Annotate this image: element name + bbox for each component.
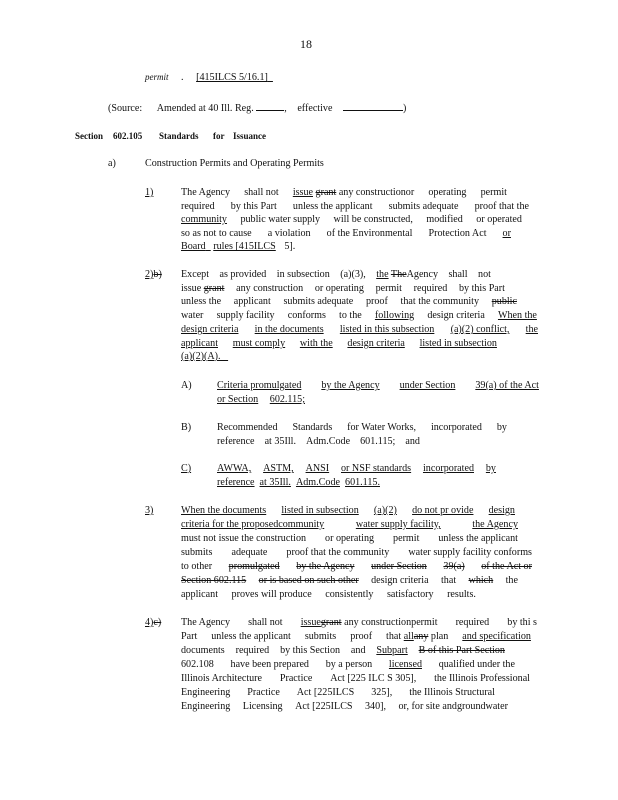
para2-line-2	[181, 282, 505, 296]
text-fragment: Practice	[279, 673, 313, 684]
para2-line-7	[181, 350, 228, 364]
item-a-line-1	[217, 379, 539, 393]
text-fragment: or Section	[217, 394, 259, 405]
para2-line-6	[181, 337, 497, 351]
text-fragment: as provided	[219, 269, 267, 280]
text-fragment: grant	[320, 617, 342, 628]
text-fragment: to other	[181, 561, 213, 572]
text-fragment: with the	[299, 338, 333, 349]
text-fragment: plan	[430, 631, 449, 642]
text-fragment: reference	[217, 477, 255, 488]
text-fragment: by thi s	[507, 617, 537, 628]
text-fragment: by	[485, 463, 496, 474]
text-fragment: Section 602.115	[181, 575, 247, 586]
text-fragment: in subsection	[276, 269, 330, 280]
para4-line-7	[181, 700, 508, 714]
text-fragment: required	[181, 201, 215, 212]
text-fragment: under Section	[371, 561, 427, 572]
text-fragment: a violation	[267, 228, 311, 239]
text-fragment: do not pr ovide	[412, 505, 474, 516]
text-fragment: supply facility	[216, 310, 275, 321]
text-fragment: Act [225ILCS	[296, 687, 355, 698]
item-b-line-1	[217, 421, 507, 435]
text-fragment: modified	[426, 214, 463, 225]
text-fragment: qualified under the	[438, 659, 515, 670]
text-fragment: permit	[480, 187, 507, 198]
item-a-line-2	[217, 393, 305, 407]
citation-dot: .	[181, 72, 184, 83]
text-fragment: reference	[217, 436, 255, 447]
text-fragment: required	[235, 645, 270, 656]
text-fragment: proof that the	[474, 201, 529, 212]
text-fragment: not	[478, 269, 491, 280]
text-fragment: grant	[315, 187, 337, 198]
text-fragment: incorporated	[422, 463, 474, 474]
text-fragment: by this Part	[458, 283, 505, 294]
text-fragment: submits adequate	[388, 201, 459, 212]
text-fragment: unless the applicant	[211, 631, 291, 642]
text-fragment: public water supply	[240, 214, 321, 225]
item-c-line-2	[217, 476, 380, 490]
text-fragment: Act [225ILCS	[295, 701, 353, 712]
para1-line-3	[181, 213, 522, 227]
text-fragment: for Water Works,	[347, 422, 417, 433]
item-c-marker: C)	[181, 463, 192, 474]
text-fragment: Adm.Code	[295, 477, 340, 488]
para2-line-5	[181, 323, 538, 337]
text-fragment: or operating	[325, 533, 375, 544]
text-fragment: the Illinois Professional	[434, 673, 530, 684]
text-fragment: B of this Part Section	[418, 645, 505, 656]
text-fragment: issue	[292, 187, 313, 198]
text-fragment: 39(a)	[443, 561, 465, 572]
text-fragment: by	[496, 422, 507, 433]
para4-line-3	[181, 644, 505, 658]
text-fragment: operating	[428, 187, 467, 198]
text-fragment: have been prepared	[230, 659, 309, 670]
text-fragment: unless the	[181, 296, 222, 307]
text-fragment: Engineering	[181, 701, 231, 712]
text-fragment: following	[374, 310, 415, 321]
section-for: for	[213, 131, 225, 141]
text-fragment: or NSF standards	[341, 463, 412, 474]
text-fragment: any construction	[236, 283, 304, 294]
item-a-marker: A)	[181, 380, 192, 391]
text-fragment: submits	[304, 631, 337, 642]
page-number: 18	[300, 37, 312, 51]
section-label: Section	[75, 131, 103, 141]
text-fragment: by a person	[325, 659, 373, 670]
para2-line-1	[181, 268, 491, 282]
para4-line-6	[181, 686, 495, 700]
text-fragment: 340],	[365, 701, 387, 712]
text-fragment: When the	[497, 310, 537, 321]
text-fragment: Recommended	[217, 422, 278, 433]
para3-line-5	[181, 560, 532, 574]
text-fragment: that	[386, 631, 402, 642]
text-fragment: required	[455, 617, 490, 628]
para2-line-3	[181, 295, 517, 309]
text-fragment: AWWA,	[217, 463, 252, 474]
text-fragment: that	[440, 575, 457, 586]
text-fragment: incorporated	[430, 422, 482, 433]
text-fragment: Subpart	[376, 645, 408, 656]
para1-line-5	[181, 240, 295, 254]
text-fragment: permit	[393, 533, 420, 544]
text-fragment: any	[413, 631, 429, 642]
para2-line-4	[181, 309, 537, 323]
text-fragment: 4)	[145, 617, 154, 628]
text-fragment: any constructionpermit	[344, 617, 438, 628]
text-fragment: will be constructed,	[333, 214, 413, 225]
text-fragment: the	[376, 269, 389, 280]
text-fragment: (a)(2)	[373, 505, 397, 516]
text-fragment: issue	[300, 617, 321, 628]
text-fragment: proof that the community	[286, 547, 390, 558]
text-fragment: applicant	[181, 338, 218, 349]
text-fragment: must not issue the construction	[181, 533, 307, 544]
text-fragment: submits	[181, 547, 213, 558]
text-fragment: design criteria	[181, 324, 239, 335]
text-fragment: under Section	[399, 380, 456, 391]
text-fragment: or operating	[314, 283, 364, 294]
para3-line-1	[181, 504, 515, 518]
text-fragment: applicant	[181, 589, 218, 600]
text-fragment: design	[488, 505, 515, 516]
text-fragment: the	[525, 324, 538, 335]
text-fragment: of the Environmental	[326, 228, 413, 239]
text-fragment: (a)(2)(A).	[181, 351, 221, 362]
text-fragment: water	[181, 310, 204, 321]
source-close: )	[402, 103, 407, 114]
section-title: Standards	[159, 131, 199, 141]
text-fragment: results.	[447, 589, 476, 600]
text-fragment: 601.115.	[345, 477, 380, 488]
section-number: 602.105	[113, 131, 143, 141]
para1-line-1	[181, 186, 507, 200]
para4-marker	[145, 616, 161, 630]
item-b-line-2	[217, 435, 420, 449]
text-fragment: or operated	[476, 214, 522, 225]
text-fragment: in the documents	[254, 324, 324, 335]
text-fragment: The Agency	[181, 187, 231, 198]
text-fragment: the Illinois Structural	[409, 687, 495, 698]
text-fragment: listed in subsection	[281, 505, 359, 516]
text-fragment: 602.108	[181, 659, 214, 670]
para2-marker	[145, 268, 162, 282]
para4-line-1	[181, 616, 537, 630]
text-fragment: permit	[375, 283, 402, 294]
text-fragment: and	[405, 436, 420, 447]
text-fragment: Act [225 ILC S 305],	[330, 673, 417, 684]
item-c-line-1	[217, 462, 496, 476]
text-fragment: proof	[365, 296, 388, 307]
source-line: (Source: Amended at 40 Ill. Reg. , effective )	[108, 103, 407, 114]
text-fragment: community	[181, 214, 227, 225]
text-fragment: Licensing	[242, 701, 283, 712]
text-fragment: or	[502, 228, 511, 239]
text-fragment: issue	[181, 283, 202, 294]
text-fragment: 602.115;	[269, 394, 305, 405]
text-fragment: design criteria	[371, 575, 429, 586]
text-fragment: ASTM,	[263, 463, 294, 474]
text-fragment: conforms	[287, 310, 326, 321]
citation-prefix: permit	[145, 72, 169, 82]
text-fragment: by this Section	[280, 645, 341, 656]
para1-line-4	[181, 227, 511, 241]
text-fragment: submits adequate	[283, 296, 354, 307]
text-fragment: (a)(2) conflict,	[450, 324, 510, 335]
subsection-a-heading: Construction Permits and Operating Permits	[145, 158, 324, 169]
text-fragment: public	[491, 296, 517, 307]
citation-line	[145, 71, 273, 85]
text-fragment: Practice	[247, 687, 280, 698]
text-fragment: ANSI	[305, 463, 330, 474]
text-fragment: documents	[181, 645, 225, 656]
text-fragment: proof	[350, 631, 373, 642]
subsection-a-marker: a)	[108, 158, 116, 169]
text-fragment: or, for site andgroundwater	[398, 701, 508, 712]
item-b-marker: B)	[181, 422, 192, 433]
text-fragment: to the	[339, 310, 362, 321]
text-fragment: Agency	[406, 269, 438, 280]
para3-line-7	[181, 588, 476, 602]
text-fragment: adequate	[231, 547, 268, 558]
text-fragment: of the Act or	[481, 561, 532, 572]
text-fragment: consistently	[325, 589, 374, 600]
text-fragment: grant	[203, 283, 225, 294]
text-fragment: and	[350, 645, 366, 656]
text-fragment: shall not	[244, 187, 279, 198]
section-heading	[75, 130, 267, 144]
text-fragment: 39(a) of the Act	[475, 380, 539, 391]
text-fragment: or is based on such other	[258, 575, 359, 586]
text-fragment: by the Agency	[296, 561, 355, 572]
text-fragment: any constructionor	[338, 187, 415, 198]
text-fragment: design criteria	[427, 310, 485, 321]
text-fragment: must comply	[232, 338, 286, 349]
para4-line-2	[181, 630, 531, 644]
para3-line-3	[181, 532, 518, 546]
para3-line-6	[181, 574, 518, 588]
text-fragment: at 35Ill.	[259, 477, 291, 488]
text-fragment: by the Agency	[321, 380, 380, 391]
source-text: Amended at 40 Ill. Reg.	[156, 103, 254, 114]
source-label: (Source:	[108, 103, 143, 114]
section-issuance: Issuance	[233, 131, 267, 141]
text-fragment: The	[390, 269, 407, 280]
text-fragment: design criteria	[347, 338, 405, 349]
para3-marker: 3)	[145, 505, 154, 516]
text-fragment: water supply facility,	[355, 519, 441, 530]
text-fragment: which	[468, 575, 494, 586]
text-fragment: unless the applicant	[438, 533, 518, 544]
text-fragment: The Agency	[181, 617, 231, 628]
para4-line-5	[181, 672, 530, 686]
reg-blank	[256, 101, 284, 111]
text-fragment: (a)(3),	[340, 269, 366, 280]
text-fragment: 5].	[284, 241, 296, 252]
text-fragment: When the documents	[181, 505, 267, 516]
text-fragment: licensed	[388, 659, 422, 670]
para1-marker: 1)	[145, 187, 154, 198]
para3-line-4	[181, 546, 532, 560]
text-fragment: the	[505, 575, 518, 586]
text-fragment: Standards	[292, 422, 333, 433]
text-fragment: b)	[153, 269, 162, 280]
text-fragment: that the community	[400, 296, 480, 307]
effective-blank	[343, 101, 403, 111]
text-fragment: shall	[448, 269, 468, 280]
text-fragment: proves will produce	[231, 589, 312, 600]
para3-line-2	[181, 518, 518, 532]
text-fragment: Engineering	[181, 687, 231, 698]
para1-line-2	[181, 200, 529, 214]
text-fragment: at 35Ill.	[264, 436, 296, 447]
text-fragment: satisfactory	[387, 589, 434, 600]
text-fragment: unless the applicant	[292, 201, 373, 212]
text-fragment: by this Part	[230, 201, 277, 212]
text-fragment: and specification	[462, 631, 531, 642]
text-fragment: c)	[153, 617, 162, 628]
text-fragment: applicant	[233, 296, 271, 307]
effective-label: effective	[297, 103, 333, 114]
text-fragment: Part	[181, 631, 198, 642]
text-fragment: Except	[181, 269, 210, 280]
text-fragment: 2)	[145, 269, 154, 280]
text-fragment: Protection Act	[428, 228, 487, 239]
text-fragment: 601.115;	[360, 436, 396, 447]
text-fragment: listed in this subsection	[339, 324, 435, 335]
text-fragment: listed in subsection	[419, 338, 497, 349]
text-fragment: Adm.Code	[306, 436, 351, 447]
citation-statute: [415ILCS 5/16.1]	[196, 72, 268, 83]
text-fragment: Criteria promulgated	[217, 380, 302, 391]
text-fragment: 325],	[371, 687, 393, 698]
text-fragment: shall not	[248, 617, 283, 628]
text-fragment: so as not to cause	[181, 228, 252, 239]
text-fragment: criteria for the proposedcommunity	[181, 519, 325, 530]
para4-line-4	[181, 658, 515, 672]
text-fragment: rules [415ILCS	[213, 241, 276, 252]
text-fragment: all	[403, 631, 414, 642]
text-fragment: promulgated	[228, 561, 280, 572]
text-fragment: required	[413, 283, 448, 294]
text-fragment: Board	[181, 241, 206, 252]
text-fragment: the Agency	[472, 519, 518, 530]
text-fragment: water supply facility conforms	[408, 547, 532, 558]
text-fragment: Illinois Architecture	[181, 673, 263, 684]
